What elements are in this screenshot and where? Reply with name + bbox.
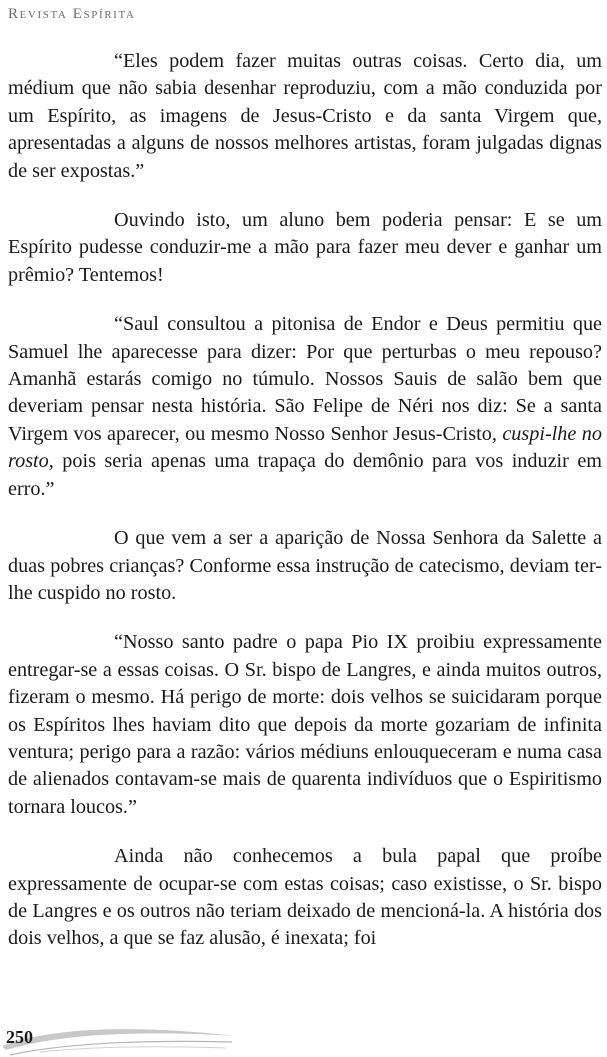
paragraph-3 <box>8 311 602 503</box>
running-head: Revista Espírita <box>8 6 136 22</box>
paragraph-3-part-1: “Saul consultou a pitonisa de Endor e Deus permitiu que Samuel lhe aparecesse para dizer: Por que perturbas o meu repouso? Amanhã estarás comigo no túmulo. Nossos Sauis de salão bem que deveriam pensar nesta história. São Felipe de Néri nos diz: Se a santa Virgem vos aparecer, ou mesmo Nosso Senhor Jesus-Cristo, <box>8 313 602 445</box>
body-text <box>8 48 602 953</box>
paragraph-1: “Eles podem fazer muitas outras coisas. Certo dia, um médium que não sabia desenhar reproduziu, com a mão conduzida por um Espírito, as imagens de Jesus-Cristo e da santa Virgem que, apresentadas a alguns de nossos melhores artistas, foram julgadas dignas de ser expostas.” <box>8 50 602 182</box>
italic-phrase: cuspi-lhe no rosto <box>8 422 602 473</box>
page-number: 250 <box>6 1027 33 1047</box>
page-corner-ornament <box>0 1022 240 1057</box>
paragraph-5: “Nosso santo padre o papa Pio IX proibiu expressamente entregar-se a essas coisas. O Sr. bispo de Langres, e ainda muitos outros, fizeram o mesmo. Há perigo de morte: dois velhos se suicidaram porque os Espíritos lhes haviam dito que depois da morte gozariam de infinita ventura; perigo para a razão: vários médiuns enlouqueceram e numa casa de alienados contavam-se mais de quarenta indivíduos que o Espiritismo tornara loucos.” <box>8 631 602 818</box>
paragraph-6: Ainda não conhecemos a bula papal que proíbe expressamente de ocupar-se com estas coisas; caso existisse, o Sr. bispo de Langres e os outros não teriam deixado de mencioná-la. A história dos dois velhos, a que se faz alusão, é inexata; foi <box>8 845 602 950</box>
paragraph-4: O que vem a ser a aparição de Nossa Senhora da Salette a duas pobres crianças? Conforme essa instrução de catecismo, deviam ter-lhe cuspido no rosto. <box>8 527 602 604</box>
paragraph-2: Ouvindo isto, um aluno bem poderia pensar: E se um Espírito pudesse conduzir-me a mão para fazer meu dever e ganhar um prêmio? Tentemos! <box>8 209 602 286</box>
paragraph-3-part-2: , pois seria apenas uma trapaça do demônio para vos induzir em erro.” <box>8 450 602 500</box>
